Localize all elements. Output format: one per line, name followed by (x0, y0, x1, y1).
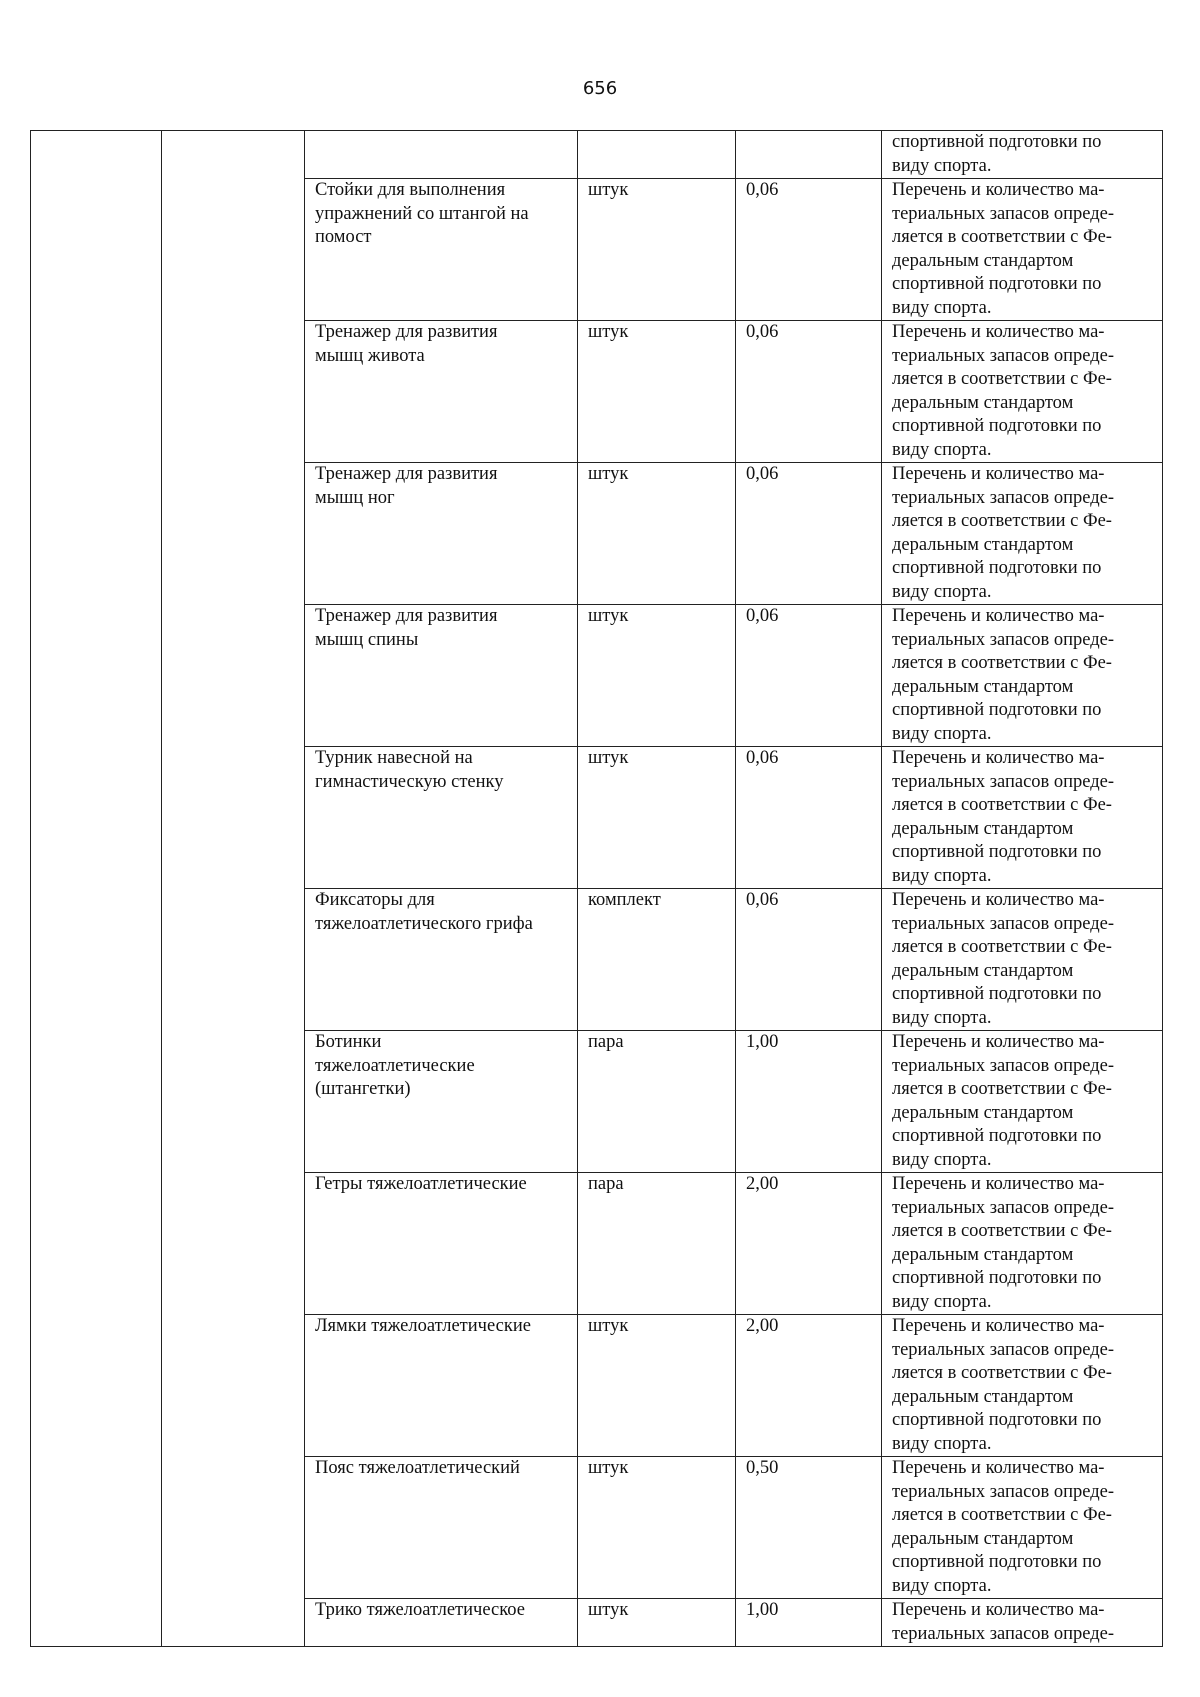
item-unit-cell: комплект (578, 889, 736, 1031)
item-quantity-cell: 0,06 (736, 321, 882, 463)
item-note-cell: Перечень и количество ма- териальных запасов опреде- ляется в соответствии с Фе- деральным стандартом спортивной подготовки по виду спорта. (882, 1173, 1163, 1315)
item-name-cell: Стойки для выполнения упражнений со штангой на помост (305, 179, 578, 321)
item-unit-cell: штук (578, 1599, 736, 1647)
item-note-cell: Перечень и количество ма- териальных запасов опреде- ляется в соответствии с Фе- деральным стандартом спортивной подготовки по виду спорта. (882, 605, 1163, 747)
empty-cell-col2 (162, 131, 305, 1647)
item-quantity-cell: 2,00 (736, 1315, 882, 1457)
item-unit-cell: штук (578, 1315, 736, 1457)
continuation-row (31, 131, 1163, 179)
item-unit-cell: штук (578, 747, 736, 889)
item-quantity-cell: 0,50 (736, 1457, 882, 1599)
item-unit-cell: пара (578, 1031, 736, 1173)
item-note-cell: Перечень и количество ма- териальных запасов опреде- ляется в соответствии с Фе- деральным стандартом спортивной подготовки по виду спорта. (882, 747, 1163, 889)
continuation-name-cell (305, 131, 578, 179)
item-note-cell: Перечень и количество ма- териальных запасов опреде- (882, 1599, 1163, 1647)
item-note-cell: Перечень и количество ма- териальных запасов опреде- ляется в соответствии с Фе- деральным стандартом спортивной подготовки по виду спорта. (882, 321, 1163, 463)
item-name-cell: Пояс тяжелоатлетический (305, 1457, 578, 1599)
equipment-table-body (31, 131, 1163, 1647)
item-name-cell: Тренажер для развития мышц живота (305, 321, 578, 463)
item-quantity-cell: 0,06 (736, 605, 882, 747)
item-quantity-cell: 0,06 (736, 179, 882, 321)
item-quantity-cell: 1,00 (736, 1031, 882, 1173)
item-unit-cell: штук (578, 605, 736, 747)
item-quantity-cell: 2,00 (736, 1173, 882, 1315)
continuation-unit-cell (578, 131, 736, 179)
item-unit-cell: штук (578, 1457, 736, 1599)
item-quantity-cell: 0,06 (736, 889, 882, 1031)
item-note-cell: Перечень и количество ма- териальных запасов опреде- ляется в соответствии с Фе- деральным стандартом спортивной подготовки по виду спорта. (882, 179, 1163, 321)
continuation-quantity-cell (736, 131, 882, 179)
item-name-cell: Тренажер для развития мышц ног (305, 463, 578, 605)
item-note-cell: Перечень и количество ма- териальных запасов опреде- ляется в соответствии с Фе- деральным стандартом спортивной подготовки по виду спорта. (882, 1031, 1163, 1173)
equipment-table (30, 130, 1163, 1647)
item-name-cell: Гетры тяжелоатлетические (305, 1173, 578, 1315)
item-unit-cell: штук (578, 179, 736, 321)
item-quantity-cell: 1,00 (736, 1599, 882, 1647)
item-quantity-cell: 0,06 (736, 463, 882, 605)
item-name-cell: Фиксаторы для тяжелоатлетического грифа (305, 889, 578, 1031)
item-name-cell: Турник навесной на гимнастическую стенку (305, 747, 578, 889)
item-name-cell: Трико тяжелоатлетическое (305, 1599, 578, 1647)
item-name-cell: Тренажер для развития мышц спины (305, 605, 578, 747)
item-note-cell: Перечень и количество ма- териальных запасов опреде- ляется в соответствии с Фе- деральным стандартом спортивной подготовки по виду спорта. (882, 1315, 1163, 1457)
continuation-note-cell: спортивной подготовки по виду спорта. (882, 131, 1163, 179)
item-unit-cell: штук (578, 321, 736, 463)
item-name-cell: Лямки тяжелоатлетические (305, 1315, 578, 1457)
item-unit-cell: штук (578, 463, 736, 605)
item-quantity-cell: 0,06 (736, 747, 882, 889)
item-name-cell: Ботинки тяжелоатлетические (штангетки) (305, 1031, 578, 1173)
page-number: 656 (582, 78, 618, 99)
item-note-cell: Перечень и количество ма- териальных запасов опреде- ляется в соответствии с Фе- деральным стандартом спортивной подготовки по виду спорта. (882, 1457, 1163, 1599)
empty-cell-col1 (31, 131, 162, 1647)
item-note-cell: Перечень и количество ма- териальных запасов опреде- ляется в соответствии с Фе- деральным стандартом спортивной подготовки по виду спорта. (882, 463, 1163, 605)
item-unit-cell: пара (578, 1173, 736, 1315)
item-note-cell: Перечень и количество ма- териальных запасов опреде- ляется в соответствии с Фе- деральным стандартом спортивной подготовки по виду спорта. (882, 889, 1163, 1031)
